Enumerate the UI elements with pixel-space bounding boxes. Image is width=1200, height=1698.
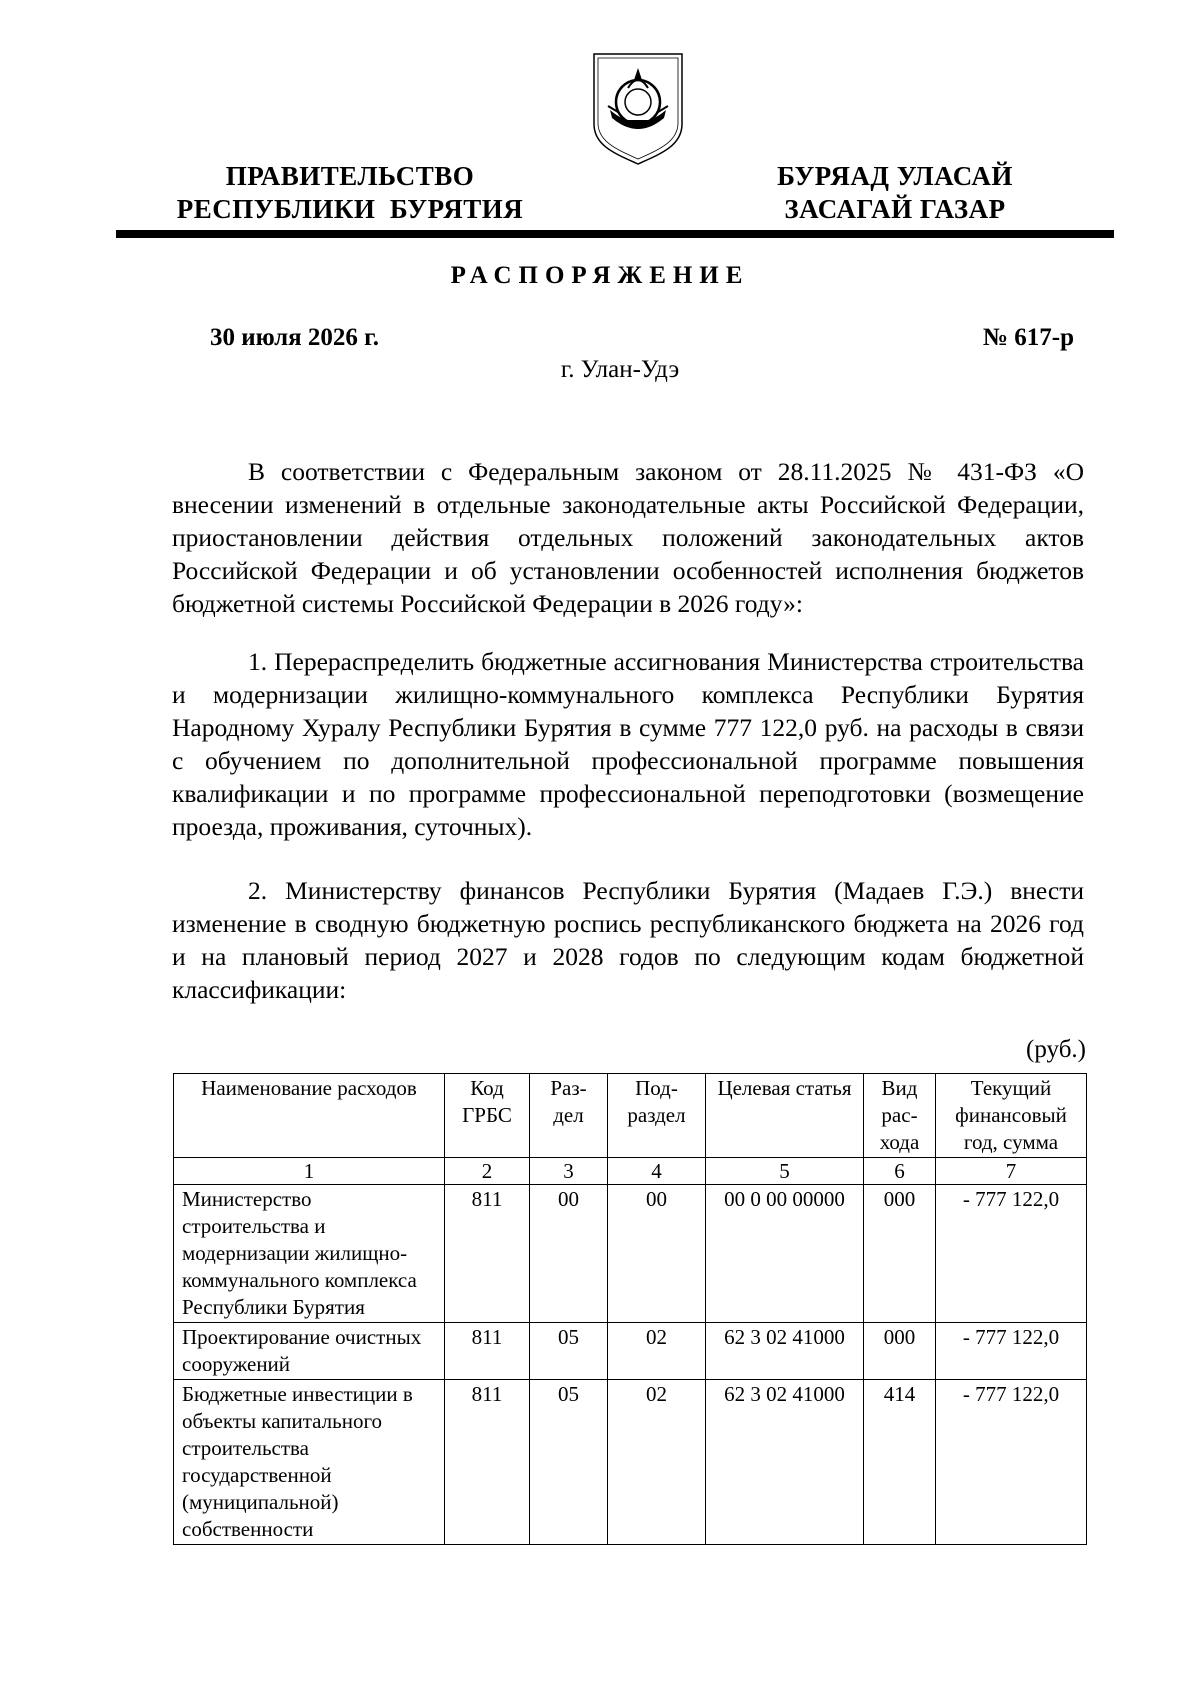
paragraph-2: 2. Министерству финансов Республики Бурятия (Мадаев Г.Э.) внести изменение в сводную бюджетную роспись республиканского бюджета на 2026 год и на плановый период 2027 и 2028 годов по следующим кодам бюджетной классификации: <box>172 876 1084 1004</box>
row-expense-type: 414 <box>864 1380 936 1545</box>
column-number: 7 <box>936 1158 1087 1185</box>
row-podrazdel: 00 <box>608 1185 706 1323</box>
row-sum: - 777 122,0 <box>936 1323 1087 1380</box>
row-name: Министерство строительства и модернизации жилищно-коммунального комплекса Республики Бурятия <box>174 1185 445 1323</box>
header-cell: Целевая статья <box>706 1074 864 1158</box>
column-number: 4 <box>608 1158 706 1185</box>
paragraph-1: 1. Перераспределить бюджетные ассигнования Министерства строительства и модернизации жилищно-коммунального комплекса Республики Бурятия Народному Хуралу Республики Бурятия в сумме 777 122,0 руб. на расходы в связи с обучением по дополнительной профессиональной программе повышения квалификации и по программе профессиональной переподготовки (возмещение проезда, проживания, суточных). <box>172 647 1084 841</box>
column-number: 3 <box>530 1158 608 1185</box>
column-number-row <box>174 1158 1087 1185</box>
government-name-buryat-line1: БУРЯАД УЛАСАЙ <box>777 161 1013 191</box>
column-number: 5 <box>706 1158 864 1185</box>
row-podrazdel: 02 <box>608 1380 706 1545</box>
row-grbs: 811 <box>445 1185 530 1323</box>
document-title: РАСПОРЯЖЕНИЕ <box>450 262 750 289</box>
row-target-article: 00 0 00 00000 <box>706 1185 864 1323</box>
government-name-buryat-line2: ЗАСАГАЙ ГАЗАР <box>784 194 1006 224</box>
header-cell: Код ГРБС <box>445 1074 530 1158</box>
row-razdel: 05 <box>530 1323 608 1380</box>
column-number: 6 <box>864 1158 936 1185</box>
government-name-russian <box>150 160 550 226</box>
header-cell: Под-раздел <box>608 1074 706 1158</box>
row-target-article: 62 3 02 41000 <box>706 1380 864 1545</box>
row-expense-type: 000 <box>864 1185 936 1323</box>
row-razdel: 00 <box>530 1185 608 1323</box>
row-sum: - 777 122,0 <box>936 1185 1087 1323</box>
table-row <box>174 1323 1087 1380</box>
row-podrazdel: 02 <box>608 1323 706 1380</box>
column-number: 2 <box>445 1158 530 1185</box>
row-grbs: 811 <box>445 1323 530 1380</box>
government-name-line1: ПРАВИТЕЛЬСТВО <box>225 161 475 191</box>
row-sum: - 777 122,0 <box>936 1380 1087 1545</box>
document-date: 30 июля 2026 г. <box>210 324 379 351</box>
header-cell: Текущий финансовый год, сумма <box>936 1074 1087 1158</box>
document-city: г. Улан-Удэ <box>560 356 680 383</box>
table-row <box>174 1380 1087 1545</box>
budget-table <box>173 1073 1087 1545</box>
row-grbs: 811 <box>445 1380 530 1545</box>
column-number: 1 <box>174 1158 445 1185</box>
header-divider <box>116 230 1114 238</box>
row-target-article: 62 3 02 41000 <box>706 1323 864 1380</box>
coat-of-arms-emblem <box>590 50 686 166</box>
row-name: Бюджетные инвестиции в объекты капитального строительства государственной (муниципальной) собственности <box>174 1380 445 1545</box>
row-expense-type: 000 <box>864 1323 936 1380</box>
preamble-paragraph: В соответствии с Федеральным законом от 28.11.2025 № 431-ФЗ «О внесении изменений в отдельные законодательные акты Российской Федерации, приостановлении действия отдельных положений законодательных актов Российской Федерации и об установлении особенностей исполнения бюджетов бюджетной системы Российской Федерации в 2026 году»: <box>172 457 1084 618</box>
government-name-buryat <box>730 160 1060 226</box>
document-number: № 617-р <box>982 324 1074 351</box>
row-name: Проектирование очистных сооружений <box>174 1323 445 1380</box>
table-unit-label: (руб.) <box>1026 1036 1086 1063</box>
table-header-row <box>174 1074 1087 1158</box>
header-cell: Вид рас-хода <box>864 1074 936 1158</box>
government-name-line2: РЕСПУБЛИКИ БУРЯТИЯ <box>176 194 524 224</box>
header-cell: Раз-дел <box>530 1074 608 1158</box>
row-razdel: 05 <box>530 1380 608 1545</box>
header-cell: Наименование расходов <box>174 1074 445 1158</box>
table-row <box>174 1185 1087 1323</box>
